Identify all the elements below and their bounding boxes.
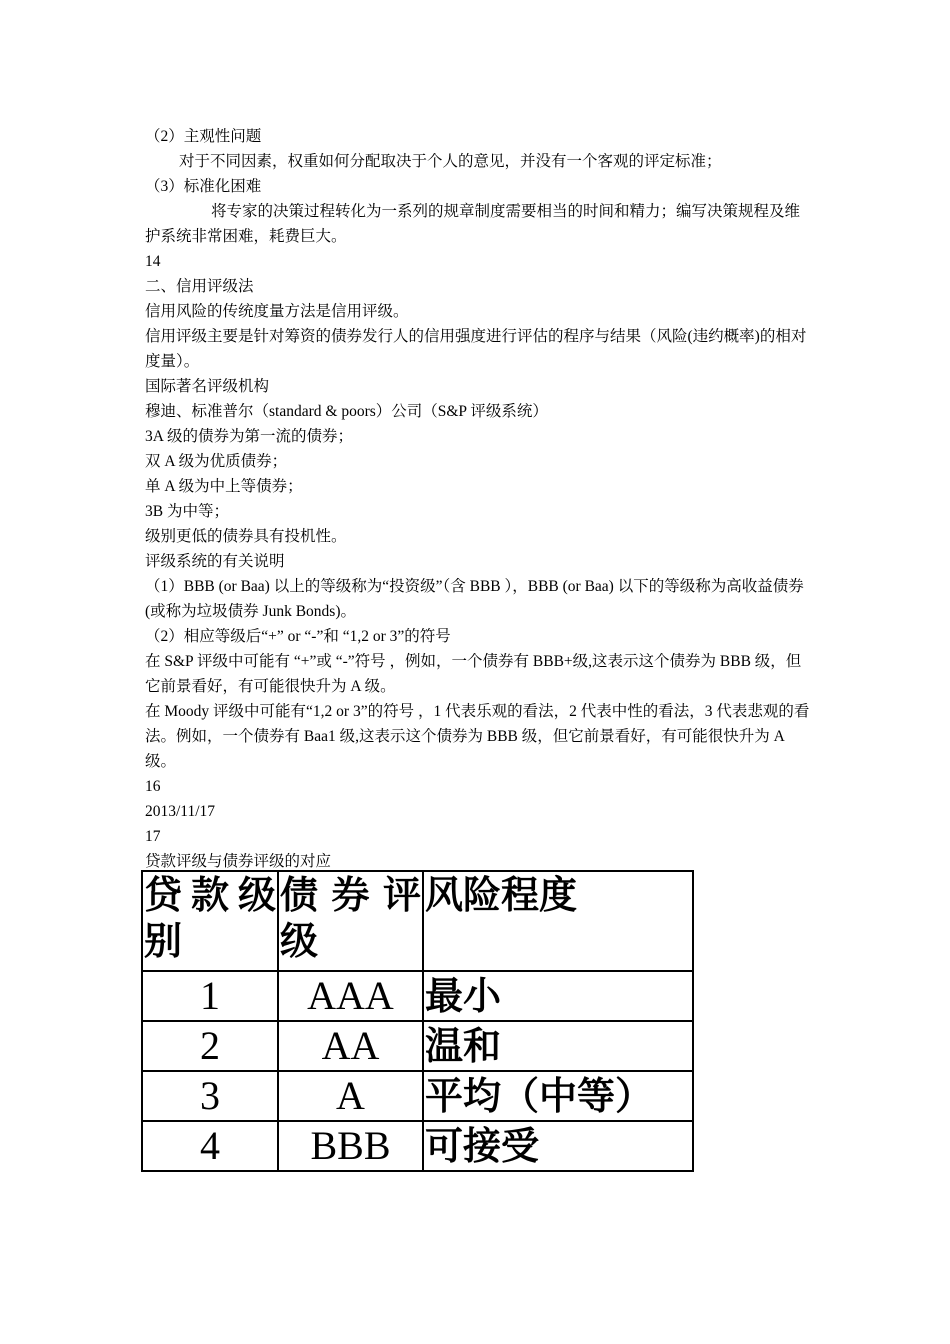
text-line: 双 A 级为优质债券； xyxy=(145,453,288,470)
risk-level-cell: 可接受 xyxy=(423,1121,693,1171)
table-row xyxy=(142,1121,693,1171)
bond-rating-cell: AA xyxy=(278,1021,423,1071)
loan-grade-cell: 1 xyxy=(142,971,278,1021)
risk-level-cell: 温和 xyxy=(423,1021,693,1071)
table-caption: 贷款评级与债券评级的对应 xyxy=(145,853,332,870)
text-line: （2）主观性问题 xyxy=(145,128,262,145)
text-line: 对于不同因素，权重如何分配取决于个人的意见，并没有一个客观的评定标准； xyxy=(179,153,722,170)
page-number: 17 xyxy=(145,828,161,845)
bond-rating-cell: A xyxy=(278,1071,423,1121)
text-line: 穆迪、标准普尔（standard & poors）公司（S&P 评级系统） xyxy=(145,403,548,420)
text-line: （2）相应等级后“+” or “-”和 “1,2 or 3”的符号 xyxy=(145,628,451,645)
text-line: （1）BBB (or Baa) 以上的等级称为“投资级”（含 BBB ），BBB (or Baa) 以下的等级称为高收益债券 (或称为垃圾债券 Junk Bonds)。 xyxy=(145,578,804,620)
table-row xyxy=(142,1071,693,1121)
text-line: 国际著名评级机构 xyxy=(145,378,270,395)
table-row xyxy=(142,971,693,1021)
date-text: 2013/11/17 xyxy=(145,803,216,820)
text-line: 在 S&P 评级中可能有 “+”或 “-”符号 ，例如，一个债券有 BBB+级,这表示这个债券为 BBB 级，但它前景看好，有可能很快升为 A 级。 xyxy=(145,653,802,695)
header-risk-level: 风险程度 xyxy=(423,871,693,971)
risk-level-cell: 平均（中等） xyxy=(423,1071,693,1121)
loan-grade-cell: 3 xyxy=(142,1071,278,1121)
text-line: （3）标准化困难 xyxy=(145,178,262,195)
text-line: 在 Moody 评级中可能有“1,2 or 3”的符号 ，1 代表乐观的看法，2 代表中性的看法，3 代表悲观的看法。例如，一个债券有 Baa1 级,这表示这个债券为 BBB 级，但它前景看好，有可能很快升为 A 级。 xyxy=(145,703,810,770)
text-line: 将专家的决策过程转化为一系列的规章制度需要相当的时间和精力；编写决策规程及维护系统非常困难，耗费巨大。 xyxy=(145,203,801,245)
text-line: 信用风险的传统度量方法是信用评级。 xyxy=(145,303,409,320)
header-bond-rating: 债券评级 xyxy=(278,871,423,971)
text-line: 级别更低的债券具有投机性。 xyxy=(145,528,347,545)
bond-rating-cell: BBB xyxy=(278,1121,423,1171)
rating-table xyxy=(141,870,694,1172)
text-line: 单 A 级为中上等债券； xyxy=(145,478,303,495)
page-number: 14 xyxy=(145,253,161,270)
table-header-row xyxy=(142,871,693,971)
header-loan-grade: 贷款级别 xyxy=(142,871,278,971)
loan-grade-cell: 4 xyxy=(142,1121,278,1171)
document-body xyxy=(145,124,810,874)
risk-level-cell: 最小 xyxy=(423,971,693,1021)
loan-grade-cell: 2 xyxy=(142,1021,278,1071)
bond-rating-cell: AAA xyxy=(278,971,423,1021)
table-row xyxy=(142,1021,693,1071)
text-line: 3A 级的债券为第一流的债券； xyxy=(145,428,353,445)
section-heading: 二、信用评级法 xyxy=(145,278,254,295)
text-line: 评级系统的有关说明 xyxy=(145,553,285,570)
page-number: 16 xyxy=(145,778,161,795)
text-line: 信用评级主要是针对筹资的债券发行人的信用强度进行评估的程序与结果（风险(违约概率)的相对度量）。 xyxy=(145,328,807,370)
text-line: 3B 为中等； xyxy=(145,503,229,520)
